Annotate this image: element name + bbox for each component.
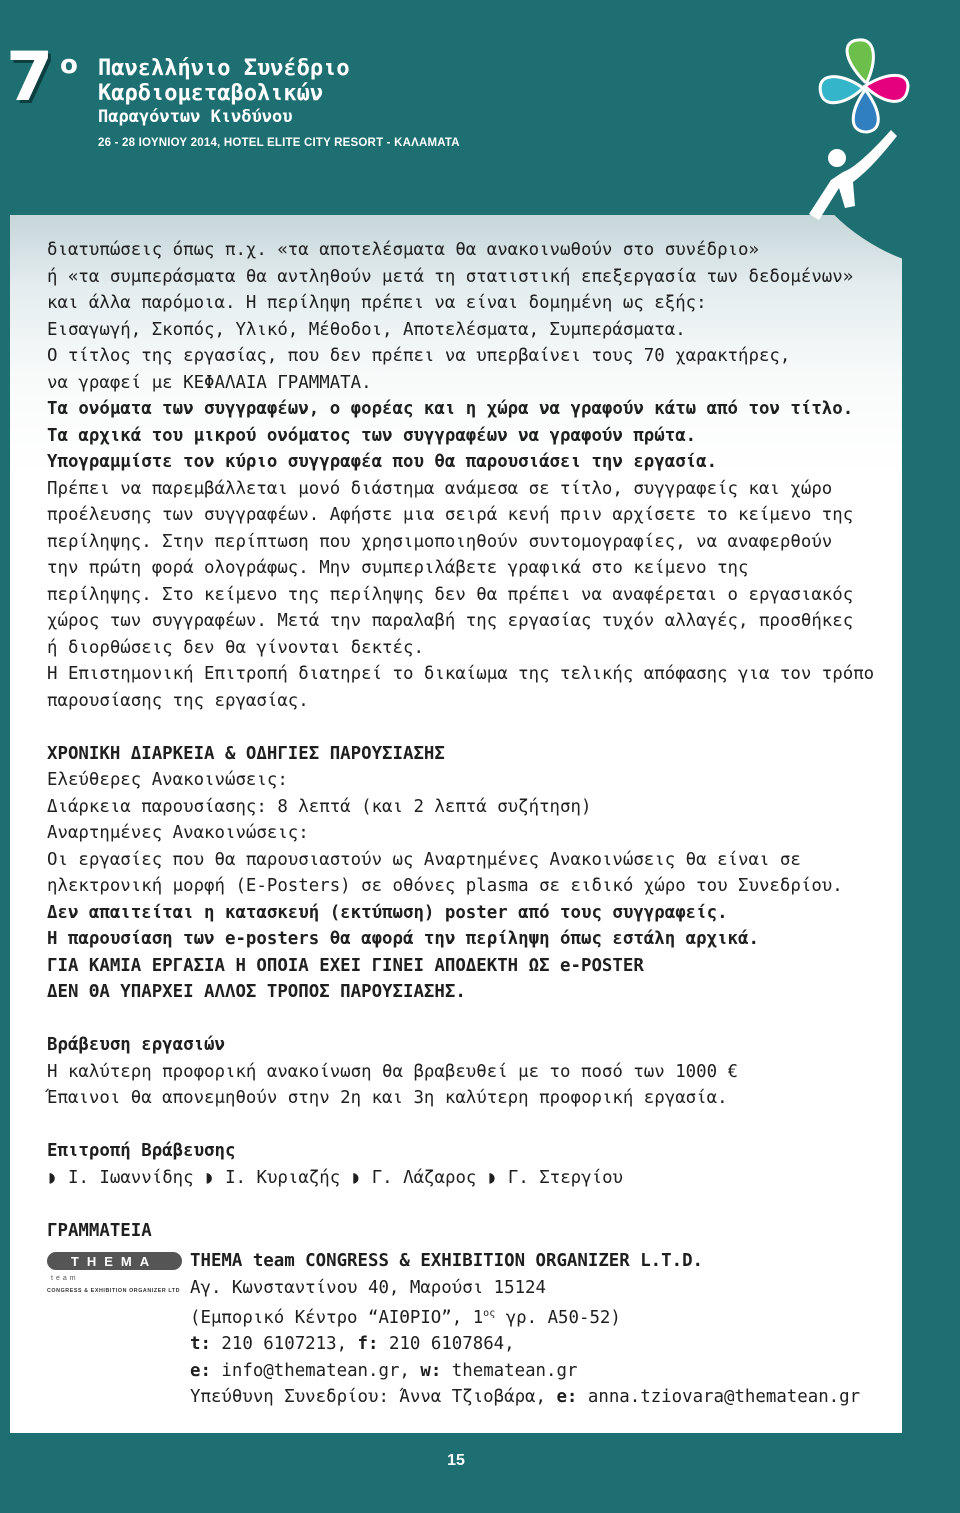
edition-superscript: ο [60, 50, 78, 80]
title-line-3: Παραγόντων Κινδύνου [98, 107, 293, 127]
fax-number: 210 6107864, [378, 1334, 515, 1355]
poster-bold-line: Δεν απαιτείται η κατασκευή (εκτύπωση) poster από τους συγγραφείς. [47, 902, 728, 923]
document-body [47, 237, 907, 1411]
free-communications-duration: Διάρκεια παρουσίασης: 8 λεπτά (και 2 λεπτά συζήτηση) [47, 796, 592, 817]
committee-members [47, 1165, 907, 1192]
bullet-icon: ◗ [486, 1167, 498, 1188]
thema-logo-sub2: CONGRESS & EXHIBITION ORGANIZER LTD [47, 1288, 181, 1294]
secretariat-heading: ΓΡΑΜΜΑΤΕΙΑ [47, 1220, 152, 1241]
page-number: 15 [447, 1452, 465, 1469]
company-building: (Εμπορικό Κέντρο “ΑΙΘΡΙΟ”, $1^{o\varsigma}$ γρ. Α50-52) [190, 1307, 621, 1328]
poster-label: Αναρτημένες Ανακοινώσεις: [47, 823, 309, 843]
company-phone-fax: t: 210 6107213, f: 210 6107864, [190, 1334, 515, 1355]
award-heading: Βράβευση εργασιών [47, 1035, 225, 1055]
guideline-line: Ο τίτλος της εργασίας, που δεν πρέπει να υπερβαίνει τους 70 χαρακτήρες, [47, 346, 791, 366]
guideline-bold-line: Τα αρχικά του μικρού ονόματος των συγγραφέων να γραφούν πρώτα. [47, 425, 697, 446]
poster-bold-line: Η παρουσίαση των e-posters θα αφορά την περίληψη όπως εστάλη αρχικά. [47, 929, 759, 949]
phone-number: 210 6107213, [210, 1334, 358, 1355]
email-link[interactable]: info@thematean.gr, [210, 1360, 421, 1381]
committee-member: Γ. Στεργίου [507, 1167, 624, 1188]
award-line: Η καλύτερη προφορική ανακοίνωση θα βραβευθεί με το ποσό των 1000 € [47, 1061, 739, 1082]
company-email-web: e: info@thematean.gr, w: thematean.gr [190, 1360, 578, 1381]
award-line: Έπαινοι θα απονεμηθούν στην 2η και 3η καλύτερη προφορική εργασία. [47, 1088, 728, 1108]
guideline-line: ή «τα συμπεράσματα θα αντληθούν μετά τη στατιστική επεξεργασία των δεδομένων» [47, 266, 854, 287]
guideline-line: προέλευσης των συγγραφέων. Αφήστε μια σειρά κενή πριν αρχίσετε το κείμενο της [47, 505, 854, 525]
poster-caps-line: ΔΕΝ ΘΑ ΥΠΑΡΧΕΙ ΑΛΛΟΣ ΤΡΟΠΟΣ ΠΑΡΟΥΣΙΑΣΗΣ. [47, 982, 466, 1002]
bullet-icon: ◗ [350, 1167, 362, 1188]
poster-caps-line: ΓΙΑ ΚΑΜΙΑ ΕΡΓΑΣΙΑ Η ΟΠΟΙΑ ΕΧΕΙ ΓΙΝΕΙ ΑΠΟΔΕΚΤΗ ΩΣ e-POSTER [47, 955, 644, 976]
committee-member: Γ. Λάζαρος [371, 1167, 477, 1188]
guideline-line: ή διορθώσεις δεν θα γίνονται δεκτές. [47, 637, 424, 658]
duration-heading: ΧΡΟΝΙΚΗ ΔΙΑΡΚΕΙΑ & ΟΔΗΓΙΕΣ ΠΑΡΟΥΣΙΑΣΗΣ [47, 743, 445, 764]
committee-member: Ι. Ιωαννίδης [67, 1167, 194, 1188]
guideline-line: Εισαγωγή, Σκοπός, Υλικό, Μέθοδοι, Αποτελέσματα, Συμπεράσματα. [47, 319, 686, 340]
guideline-line: Πρέπει να παρεμβάλλεται μονό διάστημα ανάμεσα σε τίτλο, συγγραφείς και χώρο [47, 478, 833, 499]
guideline-bold-line: Τα ονόματα των συγγραφέων, ο φορέας και η χώρα να γραφούν κάτω από τον τίτλο. [47, 399, 854, 419]
website-link[interactable]: thematean.gr [441, 1360, 578, 1381]
guideline-line: διατυπώσεις όπως π.χ. «τα αποτελέσματα θα ανακοινωθούν στο συνέδριο» [47, 240, 759, 260]
company-name: THEMA team CONGRESS & EXHIBITION ORGANIZER L.T.D. [190, 1251, 704, 1271]
guideline-bold-line: Υπογραμμίστε τον κύριο συγγραφέα που θα παρουσιάσει την εργασία. [47, 452, 718, 472]
guideline-line: παρουσίασης της εργασίας. [47, 690, 309, 711]
thema-logo-sub1: team [51, 1275, 79, 1282]
contact-person: Υπεύθυνη Συνεδρίου: Άννα Τζιοβάρα, e: anna.tziovara@thematean.gr [190, 1387, 861, 1408]
thema-logo [47, 1252, 182, 1296]
bullet-icon: ◗ [204, 1167, 215, 1188]
secretariat-block [47, 1248, 907, 1411]
title-line-2: Καρδιομεταβολικών [98, 81, 324, 106]
conference-logo-icon [795, 30, 935, 240]
title-line-1: Πανελλήνιο Συνέδριο [98, 56, 350, 81]
poster-info-line: Οι εργασίες που θα παρουσιαστούν ως Αναρτημένες Ανακοινώσεις θα είναι σε [47, 849, 801, 870]
committee-member: Ι. Κυριαζής [225, 1167, 341, 1188]
free-communications-label: Ελεύθερες Ανακοινώσεις: [47, 770, 288, 790]
guideline-line: και άλλα παρόμοια. Η περίληψη πρέπει να είναι δομημένη ως εξής: [47, 293, 707, 313]
guideline-line: Η Επιστημονική Επιτροπή διατηρεί το δικαίωμα της τελικής απόφασης για τον τρόπο [47, 664, 875, 684]
guideline-line: χώρος των συγγραφέων. Μετά την παραλαβή της εργασίας τυχόν αλλαγές, προσθήκες [47, 611, 854, 631]
guideline-line: περίληψης. Στο κείμενο της περίληψης δεν θα πρέπει να αναφέρεται ο εργασιακός [47, 584, 854, 605]
edition-number: 7 [6, 38, 52, 117]
committee-heading: Επιτροπή Βράβευσης [47, 1141, 236, 1161]
poster-info-line: ηλεκτρονική μορφή (E-Posters) σε οθόνες plasma σε ειδικό χώρο του Συνεδρίου. [47, 876, 843, 896]
secretariat-details [190, 1248, 907, 1411]
date-venue: 26 - 28 ΙΟΥΝΙΟΥ 2014, HOTEL ELITE CITY RESORT - ΚΑΛΑΜΑΤΑ [98, 137, 460, 149]
contact-email-link[interactable]: anna.tziovara@thematean.gr [577, 1387, 861, 1408]
thema-logo-word: THEMA [70, 1254, 158, 1269]
guideline-line: να γραφεί με ΚΕΦΑΛΑΙΑ ΓΡΑΜΜΑΤΑ. [47, 372, 372, 393]
bullet-icon: ◗ [47, 1167, 58, 1188]
conference-title [98, 56, 460, 150]
guideline-line: την πρώτη φορά ολογράφως. Μην συμπεριλάβετε γραφικά στο κείμενο της [47, 558, 749, 578]
company-address: Αγ. Κωνσταντίνου 40, Μαρούσι 15124 [190, 1277, 546, 1298]
guideline-line: περίληψης. Στην περίπτωση που χρησιμοποιηθούν συντομογραφίες, να αναφερθούν [47, 531, 833, 552]
